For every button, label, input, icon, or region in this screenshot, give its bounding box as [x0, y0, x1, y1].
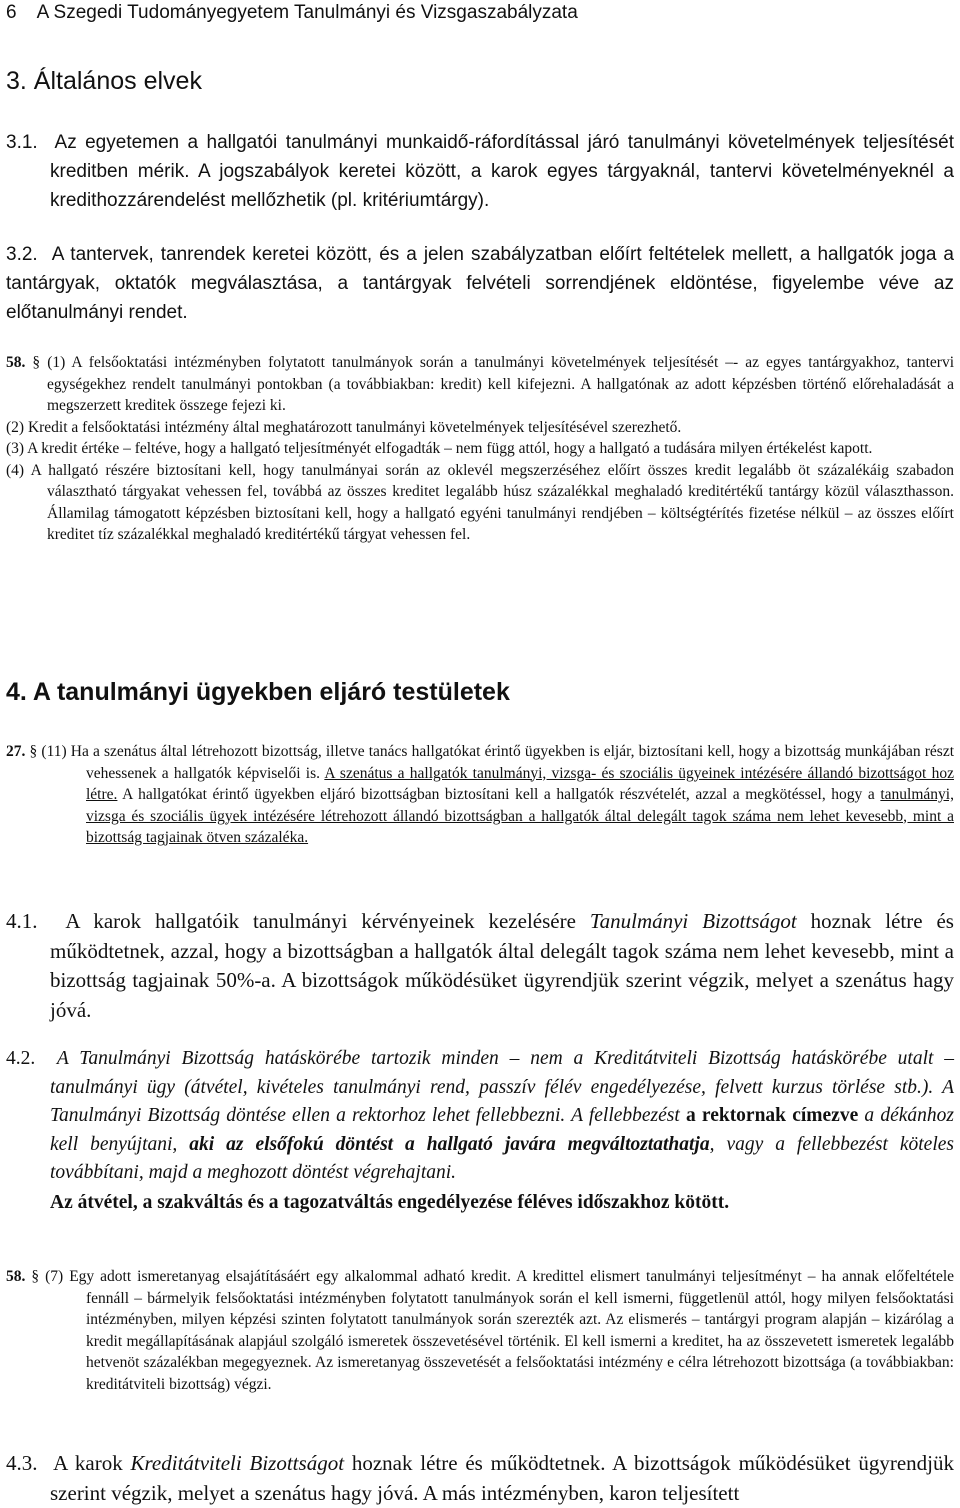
p43-text-2: hoznak létre és működtetnek. A bizottságok működésüket ügyrendjük szerint végzik, melyet a szenátus hagy jóvá. A más intézményben, karon teljesített — [50, 1451, 955, 1505]
section-3-title: 3. Általános elvek — [6, 67, 202, 95]
p42-text-3: , vagy a fellebbezést köteles továbbítani, majd a meghozott döntést végrehajtani. — [50, 1133, 954, 1183]
page-header — [6, 2, 578, 24]
paragraph-number: 4.3. — [6, 1451, 38, 1475]
paragraph-number: 4.2. — [6, 1048, 36, 1069]
section-sign: § — [29, 743, 38, 760]
paragraph-text: A tantervek, tanrendek keretei között, és a jelen szabályzatban előírt feltételek mellett, a hallgatók joga a tantárgyak, oktatók megválasztása, a tantárgyak felvételi sorrendjének eldöntése, figyelembe véve az előtanulmányi rendet. — [6, 244, 954, 323]
paragraph-4-1 — [6, 907, 954, 1025]
law-58-2: (2) Kredit a felsőoktatási intézmény által meghatározott tanulmányi követelmények teljesítésével szerezhető. — [6, 418, 682, 436]
p43-text-1: A karok — [53, 1451, 131, 1475]
amendment-underlined-2: tanulmányi, vizsga és szociális ügyek intézésére létrehozott állandó bizottságban a hallgatók által delegált tagok száma nem lehet kevesebb, mint a bizottság tagjainak ötven százaléka. — [86, 786, 954, 846]
law-27-excerpt — [6, 741, 954, 849]
paragraph-number: 3.1. — [6, 132, 38, 153]
paragraph-4-3 — [6, 1449, 954, 1508]
amendment-underlined-1: A szenátus a hallgatók tanulmányi, vizsga- és szociális ügyeinek intézésére állandó bizottságot hoz létre. — [86, 764, 954, 803]
page-number: 6 — [6, 2, 17, 23]
p42-text-2: a dékánhoz kell benyújtani, — [50, 1105, 954, 1155]
section-4-title: 4. A tanulmányi ügyekben eljáró testületek — [6, 678, 510, 706]
law-58-excerpt-b — [6, 1266, 954, 1395]
tanulmanyi-bizottsag-term: Tanulmányi Bizottságot — [589, 909, 797, 933]
paragraph-3-2 — [6, 240, 954, 327]
p41-text-2: hoznak létre és működtetnek, azzal, hogy a bizottságban a hallgatók által delegált tagok száma nem lehet kevesebb, mint a bizottság tagjainak 50%-a. A bizottságok működésüket ügyrendjük szerint végzik, melyet a szenátus hagy jóvá. — [50, 909, 954, 1022]
running-title: A Szegedi Tudományegyetem Tanulmányi és Vizsgaszabályzata — [36, 2, 578, 23]
paragraph-4-2 — [6, 1045, 954, 1217]
law-58-excerpt-a — [6, 352, 954, 546]
paragraph-number: 4.1. — [6, 909, 38, 933]
law-27-11-text: (11) Ha a szenátus által létrehozott bizottság, illetve tanács hallgatókat érintő ügyekben is eljár, biztosítani kell, hogy a bizottság munkájában részt vehessenek a hallgatók képviselői is. — [41, 743, 954, 782]
law-58-3: (3) A kredit értéke – feltéve, hogy a hallgató teljesítményét elfogadták – nem függ attól, hogy a hallgató a tudására milyen értékelést kapott. — [6, 440, 873, 457]
section-sign: § — [31, 1268, 40, 1285]
paragraph-number: 3.2. — [6, 244, 38, 265]
law-number: 27. — [6, 743, 26, 760]
law-number: 58. — [6, 1268, 26, 1285]
p41-text-1: A karok hallgatóik tanulmányi kérvényeinek kezelésére — [65, 909, 590, 933]
p42-bold-2: aki az elsőfokú döntést a hallgató javára megváltoztathatja — [189, 1133, 710, 1155]
p42-bold-line: Az átvétel, a szakváltás és a tagozatváltás engedélyezése féléves időszakhoz kötött. — [50, 1191, 730, 1213]
law-27-11-cont: A hallgatókat érintő ügyekben eljáró bizottságban biztosítani kell a hallgatók részvételét, azzal a megkötéssel, hogy a — [122, 786, 875, 803]
law-number: 58. — [6, 354, 26, 371]
p42-text-1: A Tanulmányi Bizottság hatáskörébe tartozik minden – nem a Kreditátviteli Bizottság hatáskörébe utalt – tanulmányi ügy (átvétel, kivételes tanulmányi rend, passzív félév engedélyezése, felvett kurzus törlése stb.). A Tanulmányi Bizottság döntése ellen a rektorhoz lehet fellebbezni. A fellebbezést — [50, 1048, 955, 1126]
law-58-7: (7) Egy adott ismeretanyag elsajátításáért egy alkalommal adható kredit. A kredittel elismert tanulmányi teljesítményt – ha annak előfeltétele fennáll – bármelyik felsőoktatási intézményben folytatott tanulmányok során el kell ismerni, függetlenül attól, hogy milyen felsőoktatási intézményben, milyen képzési szinten folytatott tanulmányok során szerezték azt. Az elismerés – tantárgyi program alapján – kizárólag a kredit megállapításának alapjául szolgáló ismeretek összevetésével történik. El kell ismerni a kreditet, ha az összevetett ismeretek legalább hetvenöt százalékban megegyeznek. Az ismeretanyag összevetését a felsőoktatási intézmény e célra létrehozott bizottsága (a továbbiakban: kreditátviteli bizottság) végzi. — [45, 1268, 955, 1393]
law-58-1: (1) A felsőoktatási intézményben folytatott tanulmányok során a tanulmányi követelmények teljesítését –- az egyes tantárgyakhoz, tantervi egységekhez rendelt tanulmányi pontokban (a továbbiakban: kredit) kell kifejezni. A hallgatónak az adott képzésben történő előrehaladását a megszerzett kreditek összege fejezi ki. — [47, 354, 955, 414]
paragraph-3-1 — [6, 128, 954, 215]
kreditatviteli-bizottsag-term: Kreditátviteli Bizottságot — [130, 1451, 345, 1475]
p42-bold-1: a rektornak címezve — [685, 1105, 859, 1126]
section-sign: § — [32, 354, 41, 371]
law-58-4: (4) A hallgató részére biztosítani kell, hogy tanulmányai során az oklevél megszerzéséhez előírt összes kredit legalább öt százalékáig szabadon választható tárgyakat vehessen fel, továbbá az összes kreditet legalább húsz százalékkal meghaladó kreditértékű tantárgy közül választhasson. Államilag támogatott képzésben biztosítani kell, hogy a hallgató egyéni tanulmányi rendjében – költségtérítés fizetése nélkül – az összes előírt kreditet tíz százalékkal meghaladó kreditértékű tárgyat vehessen fel. — [6, 461, 954, 543]
paragraph-text: Az egyetemen a hallgatói tanulmányi munkaidő-ráfordítással járó tanulmányi követelmények teljesítését kreditben mérik. A jogszabályok keretei között, a karok egyes tárgyaknál, tantervi követelményeknél a kredithozzárendelést mellőzhetik (pl. kritériumtárgy). — [50, 132, 954, 211]
